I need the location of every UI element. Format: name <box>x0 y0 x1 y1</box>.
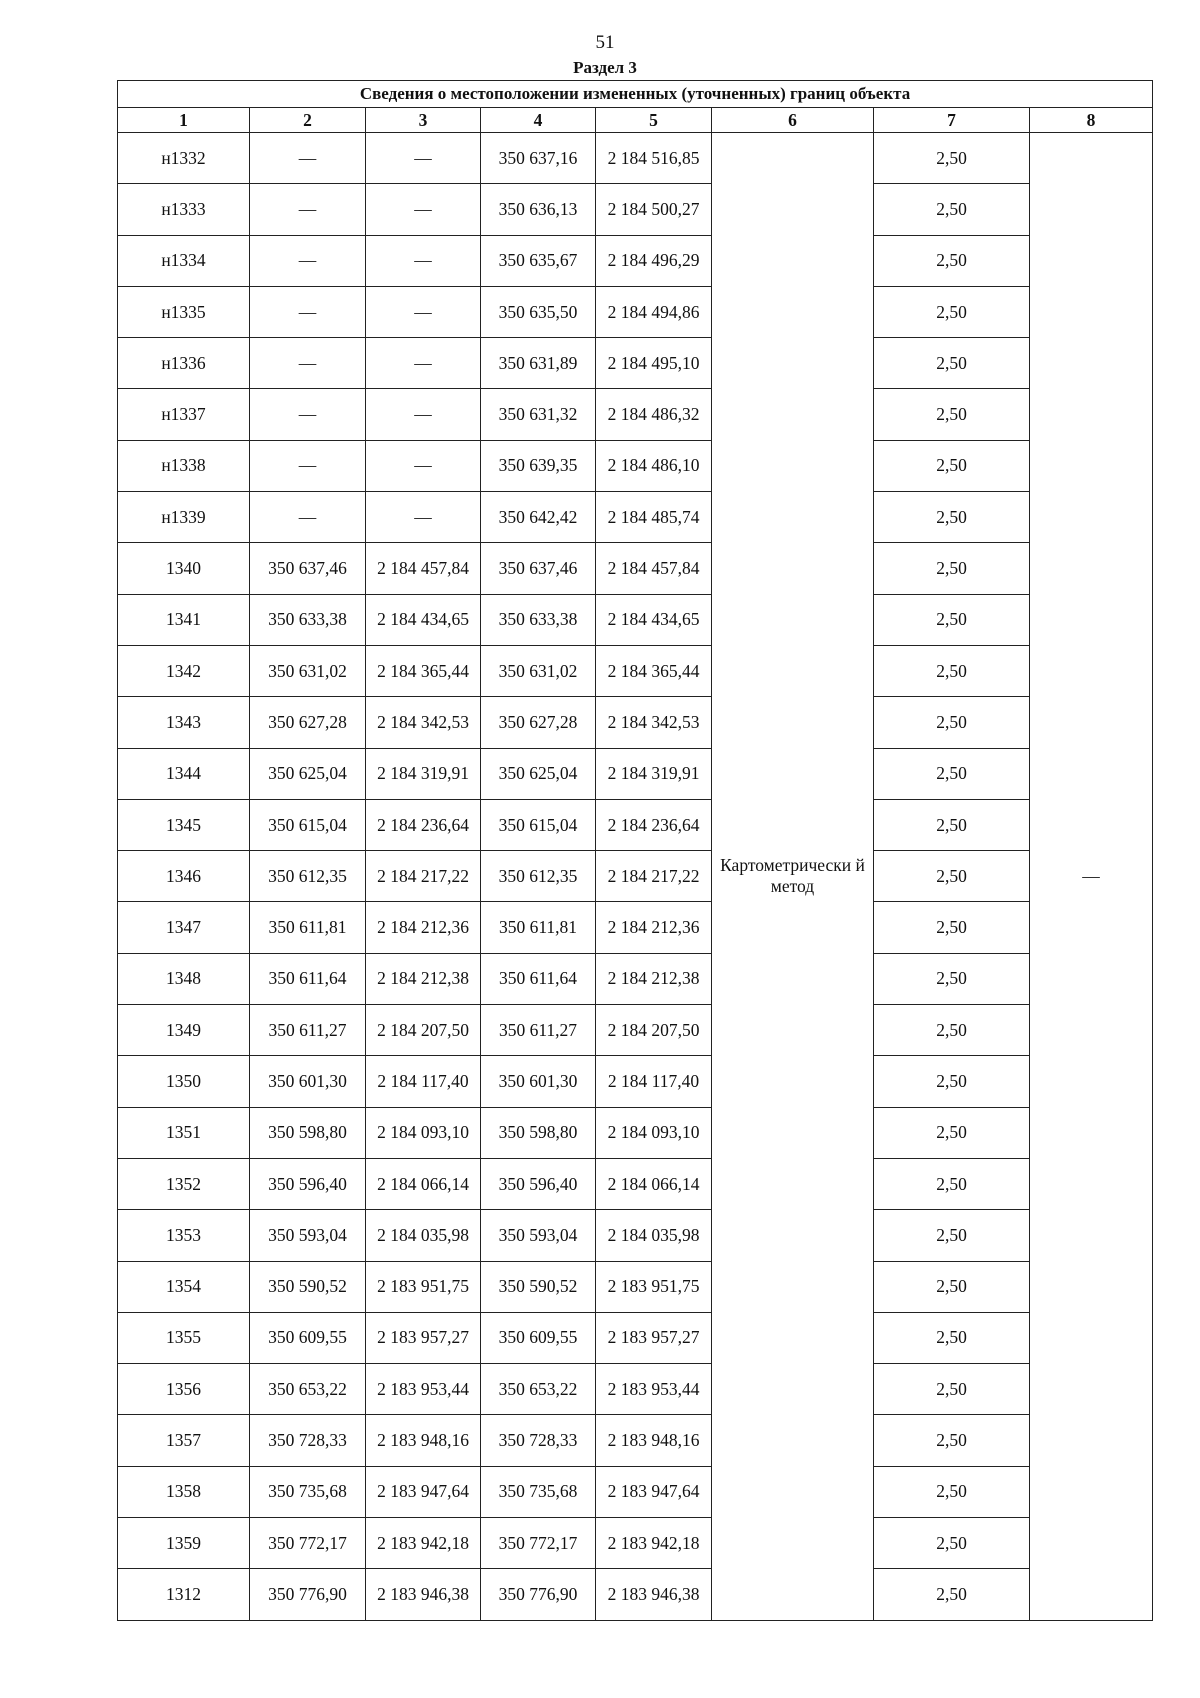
cell-x-old: 350 609,55 <box>250 1312 366 1363</box>
cell-x-old: 350 776,90 <box>250 1569 366 1620</box>
cell-y-new: 2 184 117,40 <box>596 1056 712 1107</box>
cell-x-new: 350 776,90 <box>481 1569 596 1620</box>
column-header: 6 <box>712 108 874 133</box>
cell-y-new: 2 184 342,53 <box>596 697 712 748</box>
cell-accuracy: 2,50 <box>874 1005 1030 1056</box>
cell-y-new: 2 184 093,10 <box>596 1107 712 1158</box>
cell-y-old: 2 183 951,75 <box>366 1261 481 1312</box>
cell-accuracy: 2,50 <box>874 902 1030 953</box>
cell-accuracy: 2,50 <box>874 953 1030 1004</box>
cell-y-new: 2 183 951,75 <box>596 1261 712 1312</box>
cell-x-old: 350 593,04 <box>250 1210 366 1261</box>
cell-y-old: 2 183 953,44 <box>366 1364 481 1415</box>
cell-x-new: 350 611,81 <box>481 902 596 953</box>
cell-x-old: — <box>250 286 366 337</box>
cell-y-old: 2 184 236,64 <box>366 799 481 850</box>
cell-x-old: 350 728,33 <box>250 1415 366 1466</box>
cell-x-new: 350 611,64 <box>481 953 596 1004</box>
cell-x-new: 350 631,02 <box>481 645 596 696</box>
column-header: 3 <box>366 108 481 133</box>
cell-x-new: 350 596,40 <box>481 1158 596 1209</box>
table-row <box>118 1261 1153 1312</box>
cell-accuracy: 2,50 <box>874 799 1030 850</box>
cell-y-old: 2 184 212,38 <box>366 953 481 1004</box>
cell-accuracy: 2,50 <box>874 1158 1030 1209</box>
cell-x-new: 350 728,33 <box>481 1415 596 1466</box>
cell-x-new: 350 653,22 <box>481 1364 596 1415</box>
table-caption: Сведения о местоположении измененных (уточненных) границ объекта <box>118 81 1153 108</box>
table-row <box>118 286 1153 337</box>
cell-point: н1336 <box>118 338 250 389</box>
cell-y-old: — <box>366 133 481 184</box>
cell-y-new: 2 184 494,86 <box>596 286 712 337</box>
cell-point: 1359 <box>118 1518 250 1569</box>
cell-y-new: 2 183 942,18 <box>596 1518 712 1569</box>
cell-point: н1339 <box>118 492 250 543</box>
cell-x-old: 350 590,52 <box>250 1261 366 1312</box>
cell-y-new: 2 183 946,38 <box>596 1569 712 1620</box>
table-row <box>118 1312 1153 1363</box>
table-row <box>118 851 1153 902</box>
cell-y-new: 2 184 486,32 <box>596 389 712 440</box>
cell-y-new: 2 184 035,98 <box>596 1210 712 1261</box>
cell-accuracy: 2,50 <box>874 1210 1030 1261</box>
cell-accuracy: 2,50 <box>874 1415 1030 1466</box>
column-header: 2 <box>250 108 366 133</box>
table-row <box>118 338 1153 389</box>
table-row <box>118 1364 1153 1415</box>
cell-y-new: 2 184 457,84 <box>596 543 712 594</box>
cell-x-new: 350 637,16 <box>481 133 596 184</box>
cell-x-new: 350 642,42 <box>481 492 596 543</box>
cell-x-new: 350 625,04 <box>481 748 596 799</box>
cell-x-old: 350 611,27 <box>250 1005 366 1056</box>
cell-x-old: 350 631,02 <box>250 645 366 696</box>
cell-y-new: 2 184 434,65 <box>596 594 712 645</box>
table-row <box>118 645 1153 696</box>
table-row <box>118 133 1153 184</box>
cell-x-new: 350 593,04 <box>481 1210 596 1261</box>
table-row <box>118 594 1153 645</box>
cell-point: н1337 <box>118 389 250 440</box>
cell-y-old: 2 183 946,38 <box>366 1569 481 1620</box>
cell-x-old: — <box>250 338 366 389</box>
cell-accuracy: 2,50 <box>874 1107 1030 1158</box>
cell-y-old: 2 184 035,98 <box>366 1210 481 1261</box>
cell-y-old: — <box>366 492 481 543</box>
cell-point: 1354 <box>118 1261 250 1312</box>
cell-x-new: 350 635,67 <box>481 235 596 286</box>
cell-x-old: 350 611,64 <box>250 953 366 1004</box>
cell-point: 1348 <box>118 953 250 1004</box>
cell-x-new: 350 631,89 <box>481 338 596 389</box>
cell-accuracy: 2,50 <box>874 133 1030 184</box>
cell-y-old: — <box>366 389 481 440</box>
cell-x-new: 350 635,50 <box>481 286 596 337</box>
cell-y-new: 2 184 207,50 <box>596 1005 712 1056</box>
cell-method: Картометрически й метод <box>712 133 874 1621</box>
column-header: 5 <box>596 108 712 133</box>
cell-x-new: 350 590,52 <box>481 1261 596 1312</box>
cell-x-old: — <box>250 235 366 286</box>
cell-point: н1333 <box>118 184 250 235</box>
cell-accuracy: 2,50 <box>874 389 1030 440</box>
cell-accuracy: 2,50 <box>874 543 1030 594</box>
cell-y-new: 2 184 066,14 <box>596 1158 712 1209</box>
cell-y-new: 2 183 953,44 <box>596 1364 712 1415</box>
cell-x-new: 350 735,68 <box>481 1466 596 1517</box>
cell-x-old: 350 596,40 <box>250 1158 366 1209</box>
cell-accuracy: 2,50 <box>874 748 1030 799</box>
boundary-coordinates-table <box>117 80 1153 1621</box>
cell-x-old: 350 627,28 <box>250 697 366 748</box>
cell-point: н1335 <box>118 286 250 337</box>
cell-accuracy: 2,50 <box>874 440 1030 491</box>
cell-point: 1312 <box>118 1569 250 1620</box>
cell-y-old: 2 184 093,10 <box>366 1107 481 1158</box>
cell-x-new: 350 637,46 <box>481 543 596 594</box>
cell-point: 1341 <box>118 594 250 645</box>
cell-point: 1351 <box>118 1107 250 1158</box>
cell-y-new: 2 184 236,64 <box>596 799 712 850</box>
cell-y-old: — <box>366 184 481 235</box>
cell-x-old: 350 633,38 <box>250 594 366 645</box>
cell-x-old: 350 735,68 <box>250 1466 366 1517</box>
cell-accuracy: 2,50 <box>874 1261 1030 1312</box>
table-row <box>118 1056 1153 1107</box>
cell-point: 1340 <box>118 543 250 594</box>
cell-accuracy: 2,50 <box>874 1364 1030 1415</box>
cell-point: 1352 <box>118 1158 250 1209</box>
cell-accuracy: 2,50 <box>874 184 1030 235</box>
cell-point: н1334 <box>118 235 250 286</box>
cell-point: 1353 <box>118 1210 250 1261</box>
cell-y-new: 2 184 486,10 <box>596 440 712 491</box>
cell-x-old: 350 653,22 <box>250 1364 366 1415</box>
cell-y-new: 2 184 495,10 <box>596 338 712 389</box>
cell-point: 1349 <box>118 1005 250 1056</box>
table-row <box>118 543 1153 594</box>
cell-accuracy: 2,50 <box>874 1312 1030 1363</box>
table-row <box>118 1518 1153 1569</box>
table-row <box>118 235 1153 286</box>
cell-point: 1346 <box>118 851 250 902</box>
cell-y-old: 2 184 342,53 <box>366 697 481 748</box>
cell-x-old: 350 612,35 <box>250 851 366 902</box>
table-row <box>118 953 1153 1004</box>
cell-y-new: 2 184 217,22 <box>596 851 712 902</box>
column-header: 1 <box>118 108 250 133</box>
cell-y-old: 2 183 942,18 <box>366 1518 481 1569</box>
cell-x-new: 350 636,13 <box>481 184 596 235</box>
cell-x-new: 350 772,17 <box>481 1518 596 1569</box>
cell-y-old: 2 184 066,14 <box>366 1158 481 1209</box>
table-row <box>118 440 1153 491</box>
table-row <box>118 799 1153 850</box>
cell-y-old: 2 184 319,91 <box>366 748 481 799</box>
cell-x-old: 350 601,30 <box>250 1056 366 1107</box>
cell-y-new: 2 183 947,64 <box>596 1466 712 1517</box>
cell-point: 1347 <box>118 902 250 953</box>
table-row <box>118 1569 1153 1620</box>
cell-y-new: 2 184 496,29 <box>596 235 712 286</box>
cell-y-old: — <box>366 440 481 491</box>
cell-y-old: 2 184 365,44 <box>366 645 481 696</box>
cell-y-old: 2 184 217,22 <box>366 851 481 902</box>
cell-y-old: 2 184 434,65 <box>366 594 481 645</box>
table-row <box>118 697 1153 748</box>
cell-x-new: 350 611,27 <box>481 1005 596 1056</box>
cell-y-old: 2 183 957,27 <box>366 1312 481 1363</box>
table-row <box>118 1415 1153 1466</box>
cell-accuracy: 2,50 <box>874 697 1030 748</box>
column-header: 7 <box>874 108 1030 133</box>
cell-accuracy: 2,50 <box>874 338 1030 389</box>
cell-point: 1355 <box>118 1312 250 1363</box>
cell-y-old: 2 184 212,36 <box>366 902 481 953</box>
cell-x-old: — <box>250 184 366 235</box>
cell-x-old: — <box>250 440 366 491</box>
cell-accuracy: 2,50 <box>874 645 1030 696</box>
cell-y-old: 2 184 457,84 <box>366 543 481 594</box>
cell-point: 1343 <box>118 697 250 748</box>
cell-x-old: 350 772,17 <box>250 1518 366 1569</box>
cell-point: 1356 <box>118 1364 250 1415</box>
column-header: 4 <box>481 108 596 133</box>
cell-y-old: 2 184 207,50 <box>366 1005 481 1056</box>
cell-y-new: 2 183 957,27 <box>596 1312 712 1363</box>
table-body <box>118 133 1153 1621</box>
table-row <box>118 184 1153 235</box>
table-row <box>118 902 1153 953</box>
cell-point: 1342 <box>118 645 250 696</box>
cell-y-old: 2 183 947,64 <box>366 1466 481 1517</box>
cell-x-old: 350 637,46 <box>250 543 366 594</box>
table-row <box>118 1466 1153 1517</box>
cell-accuracy: 2,50 <box>874 1569 1030 1620</box>
cell-y-old: — <box>366 286 481 337</box>
page-number: 51 <box>595 32 615 53</box>
cell-y-new: 2 184 516,85 <box>596 133 712 184</box>
cell-x-new: 350 633,38 <box>481 594 596 645</box>
cell-point: 1345 <box>118 799 250 850</box>
cell-y-old: — <box>366 235 481 286</box>
cell-accuracy: 2,50 <box>874 1466 1030 1517</box>
cell-x-new: 350 598,80 <box>481 1107 596 1158</box>
table-row <box>118 1107 1153 1158</box>
cell-y-new: 2 184 319,91 <box>596 748 712 799</box>
table-row <box>118 1158 1153 1209</box>
cell-x-old: 350 611,81 <box>250 902 366 953</box>
cell-x-old: — <box>250 492 366 543</box>
cell-x-new: 350 631,32 <box>481 389 596 440</box>
cell-x-old: 350 598,80 <box>250 1107 366 1158</box>
cell-y-new: 2 184 485,74 <box>596 492 712 543</box>
table-row <box>118 1005 1153 1056</box>
cell-col8: — <box>1030 133 1153 1621</box>
cell-x-new: 350 609,55 <box>481 1312 596 1363</box>
cell-point: н1338 <box>118 440 250 491</box>
cell-accuracy: 2,50 <box>874 851 1030 902</box>
section-title: Раздел 3 <box>573 58 637 77</box>
cell-accuracy: 2,50 <box>874 235 1030 286</box>
cell-accuracy: 2,50 <box>874 492 1030 543</box>
cell-x-old: 350 615,04 <box>250 799 366 850</box>
table-row <box>118 492 1153 543</box>
cell-x-new: 350 612,35 <box>481 851 596 902</box>
cell-x-old: — <box>250 389 366 440</box>
cell-point: 1357 <box>118 1415 250 1466</box>
cell-accuracy: 2,50 <box>874 286 1030 337</box>
cell-accuracy: 2,50 <box>874 1056 1030 1107</box>
cell-x-new: 350 627,28 <box>481 697 596 748</box>
cell-y-new: 2 184 500,27 <box>596 184 712 235</box>
table-row <box>118 1210 1153 1261</box>
table-row <box>118 748 1153 799</box>
cell-y-new: 2 184 212,38 <box>596 953 712 1004</box>
cell-y-new: 2 184 212,36 <box>596 902 712 953</box>
cell-x-new: 350 639,35 <box>481 440 596 491</box>
cell-x-old: — <box>250 133 366 184</box>
cell-y-old: — <box>366 338 481 389</box>
table-row <box>118 389 1153 440</box>
cell-accuracy: 2,50 <box>874 1518 1030 1569</box>
cell-y-new: 2 183 948,16 <box>596 1415 712 1466</box>
cell-point: 1344 <box>118 748 250 799</box>
cell-y-new: 2 184 365,44 <box>596 645 712 696</box>
cell-accuracy: 2,50 <box>874 594 1030 645</box>
cell-point: 1358 <box>118 1466 250 1517</box>
cell-y-old: 2 184 117,40 <box>366 1056 481 1107</box>
column-header: 8 <box>1030 108 1153 133</box>
cell-x-new: 350 601,30 <box>481 1056 596 1107</box>
cell-point: 1350 <box>118 1056 250 1107</box>
cell-x-new: 350 615,04 <box>481 799 596 850</box>
cell-point: н1332 <box>118 133 250 184</box>
cell-y-old: 2 183 948,16 <box>366 1415 481 1466</box>
cell-x-old: 350 625,04 <box>250 748 366 799</box>
